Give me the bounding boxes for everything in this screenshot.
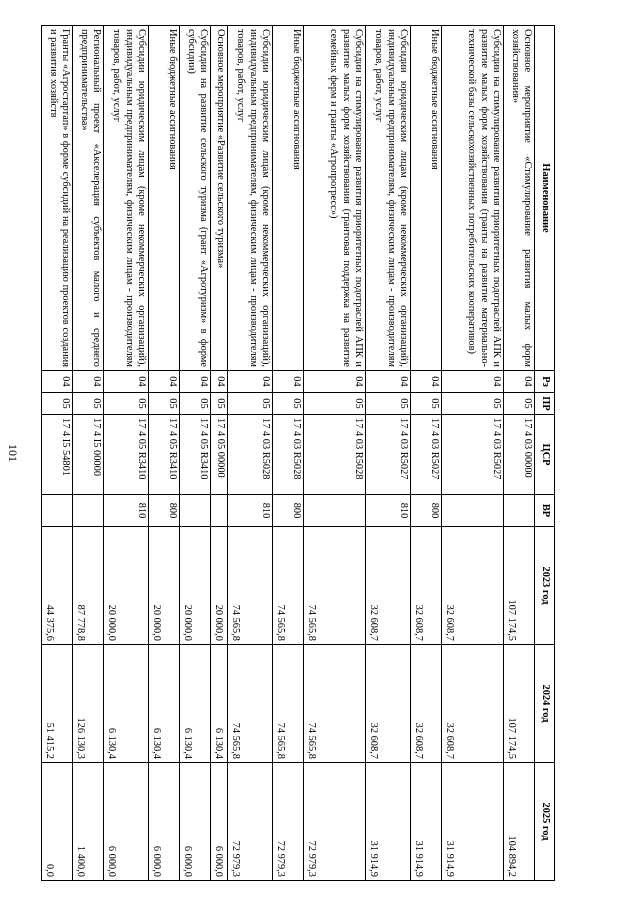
row-2024: 6 130,4 — [104, 645, 149, 763]
row-rz: 04 — [442, 371, 504, 393]
row-2023: 74 565,8 — [228, 527, 273, 645]
row-2025: 1 400,0 — [73, 763, 104, 881]
row-name: Субсидии на стимулирование развития приоритетных подотраслей АПК и развитие малых форм хозяйствования (гранты на развитие материально-технической базы сельскохозяйственных потребительских кооперативов) — [442, 26, 504, 371]
row-pr: 05 — [149, 393, 180, 415]
row-pr: 05 — [73, 393, 104, 415]
row-2024: 6 130,4 — [180, 645, 211, 763]
table-row — [228, 26, 273, 881]
row-pr: 05 — [228, 393, 273, 415]
page-number: 101 — [6, 444, 20, 462]
row-csr: 17 4 03 R5028 — [228, 415, 273, 495]
row-pr: 05 — [180, 393, 211, 415]
row-csr: 17 4 03 R5027 — [442, 415, 504, 495]
row-rz: 04 — [228, 371, 273, 393]
row-rz: 04 — [366, 371, 411, 393]
table-row — [504, 26, 535, 881]
row-rz: 04 — [180, 371, 211, 393]
row-2025: 72 979,3 — [228, 763, 273, 881]
row-2023: 20 000,0 — [149, 527, 180, 645]
row-rz: 04 — [273, 371, 304, 393]
row-2023: 87 778,8 — [73, 527, 104, 645]
row-name: Субсидии юридическим лицам (кроме некоммерческих организаций), индивидуальным предпринимателям, физическим лицам - производителям товаров, работ, услуг — [366, 26, 411, 371]
row-2025: 6 000,0 — [149, 763, 180, 881]
row-vr — [304, 495, 366, 527]
row-2024: 6 130,4 — [211, 645, 228, 763]
row-2023: 74 565,8 — [304, 527, 366, 645]
row-rz: 04 — [211, 371, 228, 393]
row-name: Субсидии на стимулирование развития приоритетных подотраслей АПК и развитие малых форм хозяйствования (грантовая поддержка на развитие семейных ферм и гранты «Агропрогресс») — [304, 26, 366, 371]
row-pr: 05 — [273, 393, 304, 415]
table-row — [104, 26, 149, 881]
row-pr: 05 — [366, 393, 411, 415]
header-rz: Рз — [535, 371, 555, 393]
row-name: Иные бюджетные ассигнования — [149, 26, 180, 371]
header-pr: ПР — [535, 393, 555, 415]
table-row — [211, 26, 228, 881]
row-pr: 05 — [411, 393, 442, 415]
row-2023: 32 608,7 — [411, 527, 442, 645]
row-pr: 05 — [211, 393, 228, 415]
row-name: Субсидии юридическим лицам (кроме некоммерческих организаций), индивидуальным предпринимателям, физическим лицам - производителям товаров, работ, услуг — [228, 26, 273, 371]
table-row — [366, 26, 411, 881]
row-2025: 6 000,0 — [211, 763, 228, 881]
row-2025: 31 914,9 — [442, 763, 504, 881]
row-2023: 32 608,7 — [366, 527, 411, 645]
row-vr — [211, 495, 228, 527]
row-pr: 05 — [442, 393, 504, 415]
table-row — [304, 26, 366, 881]
header-2024: 2024 год — [535, 645, 555, 763]
row-rz: 04 — [149, 371, 180, 393]
row-2024: 32 608,7 — [366, 645, 411, 763]
table-row — [273, 26, 304, 881]
row-vr: 810 — [366, 495, 411, 527]
row-2023: 20 000,0 — [180, 527, 211, 645]
header-2025: 2025 год — [535, 763, 555, 881]
row-2023: 107 174,5 — [504, 527, 535, 645]
row-csr: 17 4 03 R5028 — [273, 415, 304, 495]
row-2025: 6 000,0 — [104, 763, 149, 881]
row-2024: 126 130,3 — [73, 645, 104, 763]
row-pr: 05 — [104, 393, 149, 415]
header-name: Наименование — [535, 26, 555, 371]
row-2023: 44 375,6 — [42, 527, 73, 645]
row-csr: 17 4 I5 54801 — [42, 415, 73, 495]
row-pr: 05 — [504, 393, 535, 415]
header-vr: ВР — [535, 495, 555, 527]
row-name: Иные бюджетные ассигнования — [411, 26, 442, 371]
table-row — [411, 26, 442, 881]
row-csr: 17 4 05 R3410 — [149, 415, 180, 495]
row-vr: 800 — [149, 495, 180, 527]
row-vr: 800 — [273, 495, 304, 527]
row-2025: 72 979,3 — [304, 763, 366, 881]
row-vr — [42, 495, 73, 527]
row-name: Основное мероприятие «Развитие сельского туризма» — [211, 26, 228, 371]
row-vr: 810 — [228, 495, 273, 527]
row-vr — [504, 495, 535, 527]
row-2023: 20 000,0 — [104, 527, 149, 645]
row-2025: 6 000,0 — [180, 763, 211, 881]
row-rz: 04 — [411, 371, 442, 393]
row-name: Основное мероприятие «Стимулирование развития малых форм хозяйствования» — [504, 26, 535, 371]
row-2025: 31 914,9 — [411, 763, 442, 881]
table-row — [180, 26, 211, 881]
row-pr: 05 — [42, 393, 73, 415]
budget-table — [41, 25, 555, 881]
row-name: Субсидии на развитие сельского туризма (грант «Агротуризм» в форме субсидии) — [180, 26, 211, 371]
row-vr: 810 — [104, 495, 149, 527]
header-2023: 2023 год — [535, 527, 555, 645]
table-row — [442, 26, 504, 881]
row-vr: 800 — [411, 495, 442, 527]
row-name: Гранты «Агростартап» в форме субсидий на реализацию проектов создания и развития хозяйств — [42, 26, 73, 371]
table-row — [42, 26, 73, 881]
row-2024: 74 565,8 — [304, 645, 366, 763]
row-2024: 51 415,2 — [42, 645, 73, 763]
row-csr: 17 4 03 R5028 — [304, 415, 366, 495]
row-csr: 17 4 05 R3410 — [104, 415, 149, 495]
table-row — [149, 26, 180, 881]
row-rz: 04 — [504, 371, 535, 393]
row-pr: 05 — [304, 393, 366, 415]
header-csr: ЦСР — [535, 415, 555, 495]
row-csr: 17 4 I5 00000 — [73, 415, 104, 495]
rotated-page-content — [44, 25, 555, 880]
row-vr — [73, 495, 104, 527]
row-2024: 32 608,7 — [442, 645, 504, 763]
row-2024: 74 565,8 — [273, 645, 304, 763]
row-csr: 17 4 03 R5027 — [411, 415, 442, 495]
row-vr — [180, 495, 211, 527]
table-row — [73, 26, 104, 881]
row-rz: 04 — [42, 371, 73, 393]
row-name: Иные бюджетные ассигнования — [273, 26, 304, 371]
row-name: Субсидии юридическим лицам (кроме некоммерческих организаций), индивидуальным предпринимателям, физическим лицам - производителям товаров, работ, услуг — [104, 26, 149, 371]
row-vr — [442, 495, 504, 527]
row-csr: 17 4 05 00000 — [211, 415, 228, 495]
row-csr: 17 4 03 R5027 — [366, 415, 411, 495]
row-2023: 74 565,8 — [273, 527, 304, 645]
row-rz: 04 — [304, 371, 366, 393]
row-csr: 17 4 05 R3410 — [180, 415, 211, 495]
row-2023: 20 000,0 — [211, 527, 228, 645]
row-2025: 31 914,9 — [366, 763, 411, 881]
row-2025: 72 979,3 — [273, 763, 304, 881]
row-2023: 32 608,7 — [442, 527, 504, 645]
row-2025: 0,0 — [42, 763, 73, 881]
row-rz: 04 — [104, 371, 149, 393]
row-rz: 04 — [73, 371, 104, 393]
row-csr: 17 4 03 00000 — [504, 415, 535, 495]
table-header-row — [535, 26, 555, 881]
row-2024: 32 608,7 — [411, 645, 442, 763]
row-2025: 104 894,2 — [504, 763, 535, 881]
row-2024: 6 130,4 — [149, 645, 180, 763]
row-name: Региональный проект «Акселерация субъектов малого и среднего предпринимательства» — [73, 26, 104, 371]
row-2024: 107 174,5 — [504, 645, 535, 763]
row-2024: 74 565,8 — [228, 645, 273, 763]
